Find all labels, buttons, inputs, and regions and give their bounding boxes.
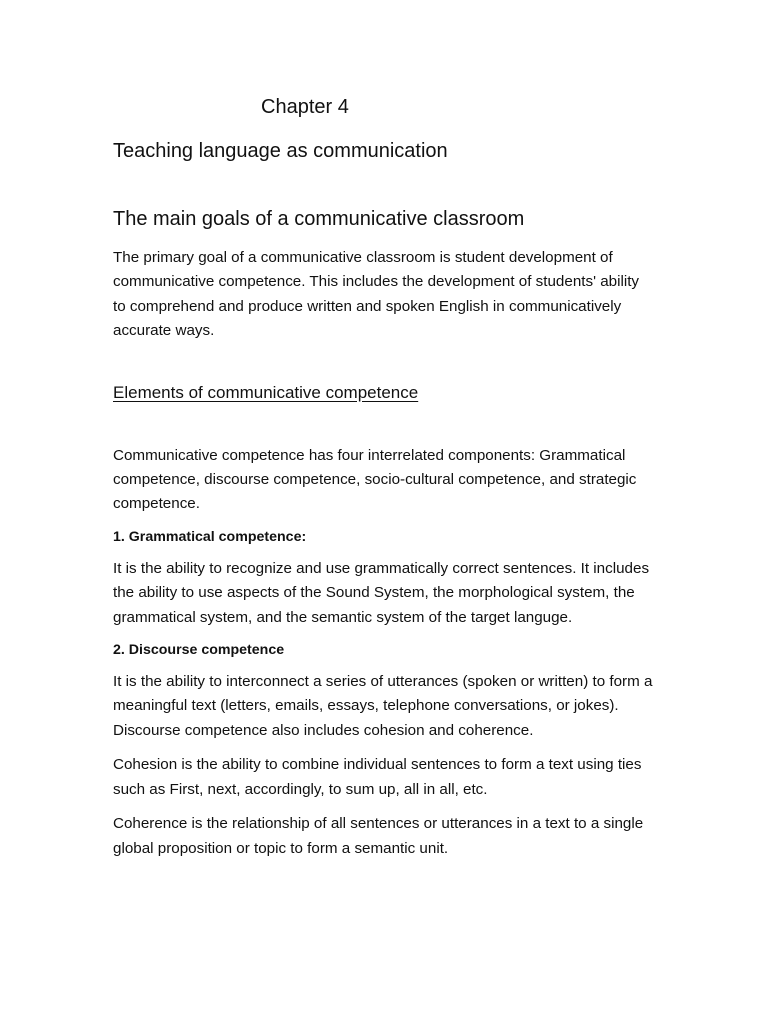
main-title: Teaching language as communication xyxy=(113,140,448,162)
grammatical-competence-paragraph: It is the ability to recognize and use grammatically correct sentences. It includes the ability to use aspects of the Sound System, the morphological system, the grammatical system, and the semantic system of the target languge. xyxy=(113,559,650,626)
components-intro-paragraph: Communicative competence has four interrelated components: Grammatical competence, discourse competence, socio-cultural competence, and strategic competence. xyxy=(113,446,637,513)
coherence-paragraph: Coherence is the relationship of all sentences or utterances in a text to a single global proposition or topic to form a semantic unit. xyxy=(113,815,644,857)
chapter-title: Chapter 4 xyxy=(261,96,349,118)
section-heading-main-goals: The main goals of a communicative classroom xyxy=(113,208,525,230)
discourse-competence-paragraph: It is the ability to interconnect a series of utterances (spoken or written) to form a meaningful text (letters, emails, essays, telephone conversations, or jokes). Discourse competence also includes cohesion and coherence. xyxy=(113,673,653,739)
grammatical-competence-heading: 1. Grammatical competence: xyxy=(113,528,307,545)
subsection-heading-elements: Elements of communicative competence xyxy=(113,382,419,402)
discourse-competence-heading: 2. Discourse competence xyxy=(113,642,285,659)
document-content xyxy=(113,94,653,861)
main-goals-paragraph: The primary goal of a communicative classroom is student development of communicative competence. This includes the development of students' ability to comprehend and produce written and spoken English in communicatively accurate ways. xyxy=(113,249,640,340)
cohesion-paragraph: Cohesion is the ability to combine individual sentences to form a text using ties such as First, next, accordingly, to sum up, all in all, etc. xyxy=(113,756,642,798)
